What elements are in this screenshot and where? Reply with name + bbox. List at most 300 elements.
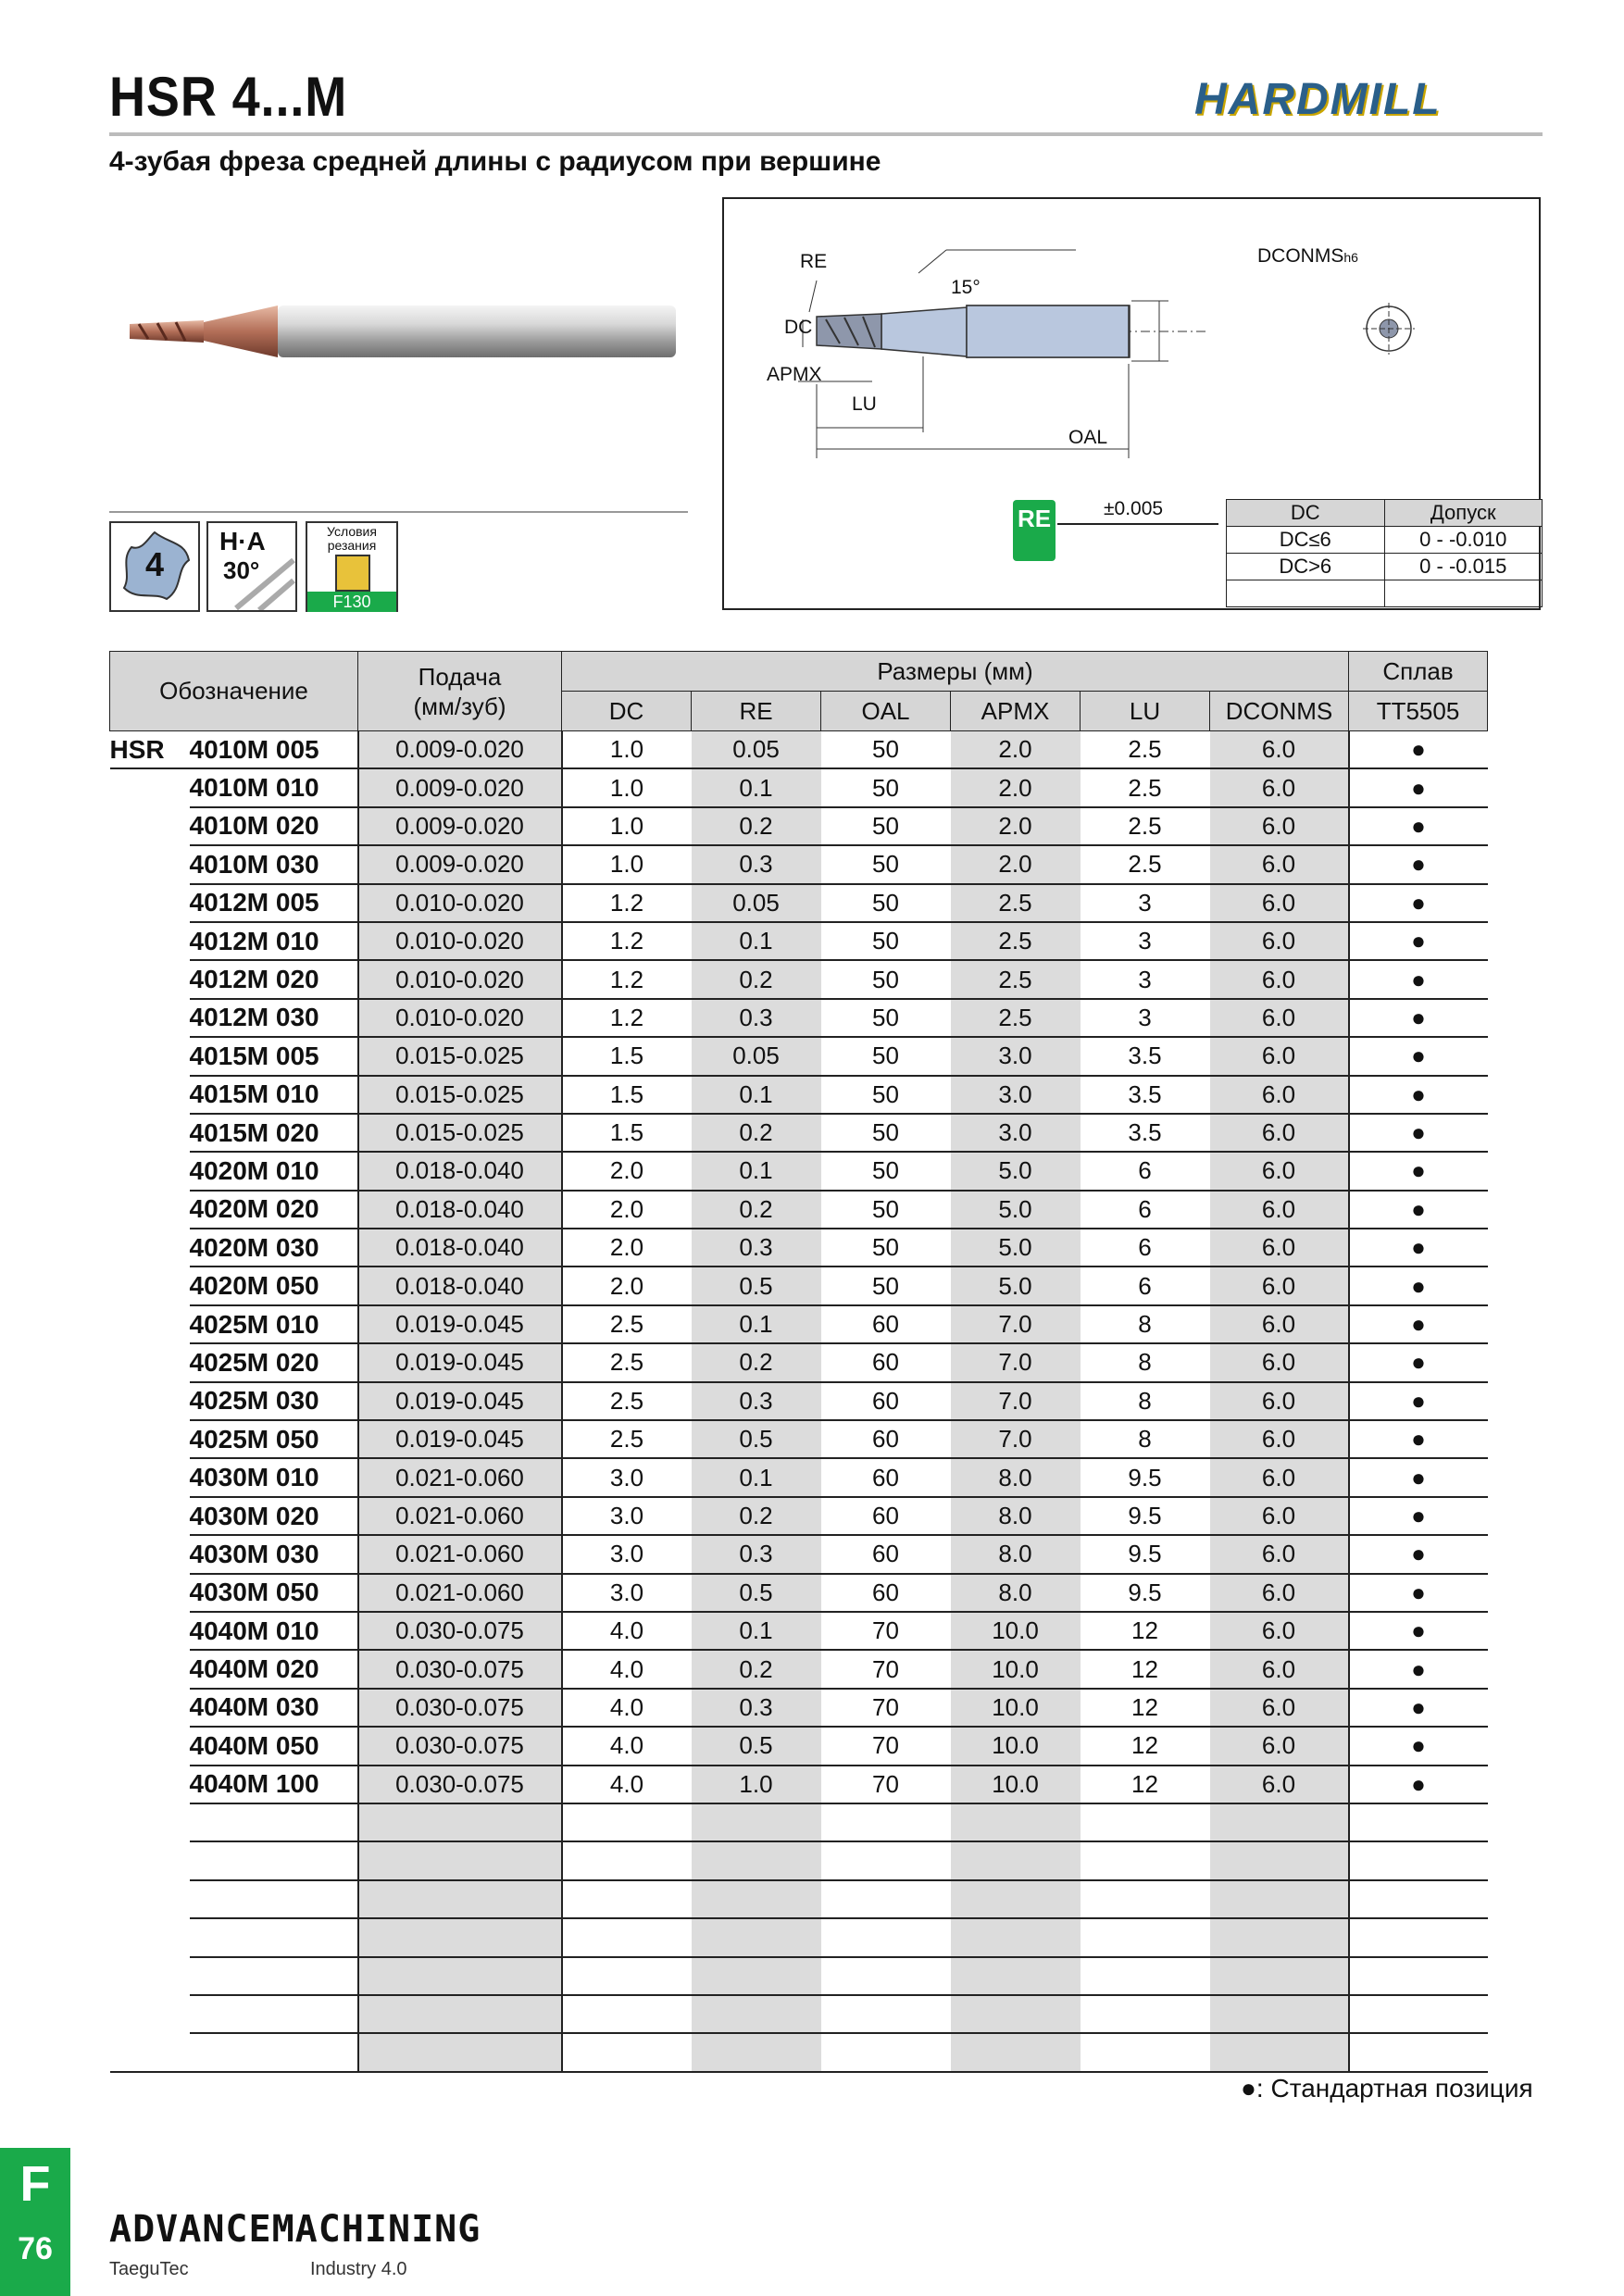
cell-availability: ● xyxy=(1349,1382,1488,1420)
cell-dc: 2.0 xyxy=(562,1267,692,1304)
cell-apmx: 2.5 xyxy=(951,999,1081,1037)
empty-cell xyxy=(1210,1995,1349,2033)
cell-apmx: 10.0 xyxy=(951,1612,1081,1650)
empty-cell xyxy=(1081,1841,1210,1879)
table-row xyxy=(110,731,1488,769)
cell-dc: 1.2 xyxy=(562,884,692,922)
cell-designation: 4015M 010 xyxy=(190,1076,358,1114)
dc-tol-cell: 0 - -0.010 xyxy=(1384,527,1543,554)
cell-availability: ● xyxy=(1349,1458,1488,1496)
cell-apmx: 2.0 xyxy=(951,845,1081,883)
table-body xyxy=(110,731,1488,2072)
empty-cell xyxy=(692,1880,821,1918)
cell-dconms: 6.0 xyxy=(1210,1650,1349,1688)
empty-cell xyxy=(1210,1803,1349,1841)
empty-cell xyxy=(1081,1995,1210,2033)
cell-dc: 1.5 xyxy=(562,1114,692,1152)
cell-availability: ● xyxy=(1349,999,1488,1037)
icon-divider xyxy=(109,511,688,513)
row-prefix xyxy=(110,1689,190,1727)
cell-feed: 0.019-0.045 xyxy=(358,1343,562,1381)
table-row xyxy=(110,884,1488,922)
row-prefix xyxy=(110,1612,190,1650)
cell-designation: 4012M 005 xyxy=(190,884,358,922)
cell-availability: ● xyxy=(1349,1114,1488,1152)
cell-designation: 4010M 020 xyxy=(190,807,358,845)
empty-cell xyxy=(1081,1957,1210,1995)
cell-re: 0.1 xyxy=(692,922,821,960)
cell-lu: 3 xyxy=(1081,922,1210,960)
empty-cell xyxy=(951,1803,1081,1841)
cell-designation: 4040M 100 xyxy=(190,1766,358,1803)
cell-lu: 9.5 xyxy=(1081,1535,1210,1573)
cell-oal: 50 xyxy=(821,1037,951,1075)
cell-dc: 4.0 xyxy=(562,1727,692,1765)
cell-re: 0.3 xyxy=(692,1689,821,1727)
product-table xyxy=(109,651,1488,2073)
cell-availability: ● xyxy=(1349,768,1488,806)
empty-cell xyxy=(821,1957,951,1995)
row-prefix xyxy=(110,768,190,806)
cell-availability: ● xyxy=(1349,1229,1488,1267)
table-row xyxy=(110,999,1488,1037)
cell-feed: 0.019-0.045 xyxy=(358,1382,562,1420)
cell-apmx: 2.5 xyxy=(951,884,1081,922)
cell-apmx: 2.0 xyxy=(951,731,1081,769)
cell-feed: 0.010-0.020 xyxy=(358,960,562,998)
re-tolerance: ±0.005 xyxy=(1104,498,1164,519)
empty-cell xyxy=(358,1803,562,1841)
cell-lu: 12 xyxy=(1081,1650,1210,1688)
cell-dc: 1.5 xyxy=(562,1076,692,1114)
cell-feed: 0.018-0.040 xyxy=(358,1152,562,1190)
cell-re: 0.3 xyxy=(692,1382,821,1420)
cell-availability: ● xyxy=(1349,845,1488,883)
cell-apmx: 3.0 xyxy=(951,1114,1081,1152)
cell-dc: 3.0 xyxy=(562,1574,692,1612)
cell-lu: 2.5 xyxy=(1081,768,1210,806)
cell-dc: 1.5 xyxy=(562,1037,692,1075)
header-designation: Обозначение xyxy=(110,652,358,731)
cell-re: 0.5 xyxy=(692,1267,821,1304)
cell-feed: 0.015-0.025 xyxy=(358,1037,562,1075)
dc-tol-cell: DC>6 xyxy=(1227,554,1385,580)
cell-lu: 3 xyxy=(1081,960,1210,998)
cell-feed: 0.021-0.060 xyxy=(358,1458,562,1496)
table-row-empty xyxy=(110,1841,1488,1879)
cell-oal: 70 xyxy=(821,1727,951,1765)
cell-availability: ● xyxy=(1349,1343,1488,1381)
cell-designation: 4025M 020 xyxy=(190,1343,358,1381)
cell-apmx: 7.0 xyxy=(951,1305,1081,1343)
dc-tolerance-table xyxy=(1226,499,1543,607)
empty-cell xyxy=(358,1957,562,1995)
cell-designation: 4040M 010 xyxy=(190,1612,358,1650)
empty-cell xyxy=(190,1880,358,1918)
table-row xyxy=(110,807,1488,845)
empty-cell xyxy=(1210,2033,1349,2071)
cell-designation: 4020M 030 xyxy=(190,1229,358,1267)
cell-feed: 0.010-0.020 xyxy=(358,922,562,960)
table-row xyxy=(110,1458,1488,1496)
table-row xyxy=(110,1267,1488,1304)
cell-oal: 50 xyxy=(821,731,951,769)
table-row-empty xyxy=(110,2033,1488,2071)
cell-dconms: 6.0 xyxy=(1210,1458,1349,1496)
cell-availability: ● xyxy=(1349,1076,1488,1114)
cell-oal: 60 xyxy=(821,1420,951,1458)
table-row-empty xyxy=(110,1880,1488,1918)
cell-oal: 50 xyxy=(821,1114,951,1152)
label-oal: OAL xyxy=(1068,427,1108,448)
helix-angle: 30° xyxy=(223,556,260,584)
empty-cell xyxy=(1349,2033,1488,2071)
label-dc: DC xyxy=(784,317,813,338)
cell-apmx: 2.0 xyxy=(951,768,1081,806)
empty-cell xyxy=(110,1803,190,1841)
cell-lu: 3.5 xyxy=(1081,1037,1210,1075)
cell-lu: 12 xyxy=(1081,1689,1210,1727)
cell-dconms: 6.0 xyxy=(1210,1727,1349,1765)
cell-feed: 0.030-0.075 xyxy=(358,1612,562,1650)
cutting-conditions-icon[interactable] xyxy=(306,521,398,612)
row-prefix xyxy=(110,1574,190,1612)
cell-re: 0.05 xyxy=(692,884,821,922)
cell-oal: 50 xyxy=(821,1076,951,1114)
cell-dconms: 6.0 xyxy=(1210,1152,1349,1190)
cell-re: 0.1 xyxy=(692,1305,821,1343)
empty-cell xyxy=(692,2033,821,2071)
cell-dconms: 6.0 xyxy=(1210,1420,1349,1458)
cell-dc: 1.0 xyxy=(562,768,692,806)
brand-logo: HARDMILL xyxy=(1194,75,1442,124)
cell-designation: 4012M 010 xyxy=(190,922,358,960)
cell-re: 1.0 xyxy=(692,1766,821,1803)
flutes-count: 4 xyxy=(144,545,165,583)
re-tolerance-line xyxy=(1057,523,1218,525)
cell-apmx: 8.0 xyxy=(951,1497,1081,1535)
row-prefix xyxy=(110,1037,190,1075)
empty-cell xyxy=(1210,1880,1349,1918)
cell-feed: 0.030-0.075 xyxy=(358,1650,562,1688)
cell-feed: 0.030-0.075 xyxy=(358,1727,562,1765)
cell-apmx: 7.0 xyxy=(951,1382,1081,1420)
empty-cell xyxy=(562,1995,692,2033)
table-row xyxy=(110,1114,1488,1152)
empty-cell xyxy=(821,1880,951,1918)
empty-cell xyxy=(190,1803,358,1841)
table-row xyxy=(110,1229,1488,1267)
empty-cell xyxy=(821,1841,951,1879)
cell-availability: ● xyxy=(1349,1497,1488,1535)
table-row xyxy=(110,1076,1488,1114)
cell-dconms: 6.0 xyxy=(1210,884,1349,922)
empty-cell xyxy=(562,1803,692,1841)
cell-feed: 0.010-0.020 xyxy=(358,999,562,1037)
cell-oal: 60 xyxy=(821,1535,951,1573)
empty-cell xyxy=(821,2033,951,2071)
row-prefix xyxy=(110,1076,190,1114)
empty-cell xyxy=(358,1918,562,1956)
empty-cell xyxy=(821,1995,951,2033)
cell-availability: ● xyxy=(1349,731,1488,769)
cell-dconms: 6.0 xyxy=(1210,960,1349,998)
cell-oal: 50 xyxy=(821,1152,951,1190)
cell-re: 0.1 xyxy=(692,768,821,806)
cell-lu: 12 xyxy=(1081,1612,1210,1650)
header-dc: DC xyxy=(562,692,692,731)
section-tab xyxy=(0,2148,70,2296)
cell-lu: 9.5 xyxy=(1081,1574,1210,1612)
table-row xyxy=(110,1382,1488,1420)
cell-designation: 4030M 010 xyxy=(190,1458,358,1496)
cell-availability: ● xyxy=(1349,807,1488,845)
cell-oal: 50 xyxy=(821,1267,951,1304)
cell-lu: 12 xyxy=(1081,1766,1210,1803)
cell-feed: 0.009-0.020 xyxy=(358,845,562,883)
cell-dc: 4.0 xyxy=(562,1612,692,1650)
cell-feed: 0.018-0.040 xyxy=(358,1191,562,1229)
conditions-label: Условия резания xyxy=(327,524,377,553)
row-prefix xyxy=(110,1458,190,1496)
cell-feed: 0.019-0.045 xyxy=(358,1420,562,1458)
dc-tol-cell: 0 - -0.015 xyxy=(1384,554,1543,580)
table-row-empty xyxy=(110,1803,1488,1841)
empty-cell xyxy=(190,1918,358,1956)
cell-apmx: 2.0 xyxy=(951,807,1081,845)
cell-feed: 0.021-0.060 xyxy=(358,1497,562,1535)
cell-dconms: 6.0 xyxy=(1210,1191,1349,1229)
cell-feed: 0.015-0.025 xyxy=(358,1114,562,1152)
cell-re: 0.5 xyxy=(692,1420,821,1458)
empty-cell xyxy=(692,1957,821,1995)
cell-lu: 8 xyxy=(1081,1420,1210,1458)
cell-dc: 4.0 xyxy=(562,1650,692,1688)
cell-designation: 4025M 050 xyxy=(190,1420,358,1458)
cell-apmx: 10.0 xyxy=(951,1727,1081,1765)
helix-label: H·A xyxy=(219,527,266,555)
row-prefix xyxy=(110,1535,190,1573)
page-title: HSR 4...M xyxy=(109,66,348,128)
empty-cell xyxy=(1081,1803,1210,1841)
table-row xyxy=(110,1612,1488,1650)
empty-cell xyxy=(110,1880,190,1918)
cell-designation: 4015M 005 xyxy=(190,1037,358,1075)
empty-cell xyxy=(951,1918,1081,1956)
cell-oal: 50 xyxy=(821,1229,951,1267)
cell-designation: 4040M 030 xyxy=(190,1689,358,1727)
header-feed: Подача (мм/зуб) xyxy=(358,652,562,731)
cell-designation: 4010M 005 xyxy=(190,731,358,769)
header-apmx: APMX xyxy=(951,692,1081,731)
cell-lu: 6 xyxy=(1081,1191,1210,1229)
row-prefix xyxy=(110,1727,190,1765)
cell-apmx: 2.5 xyxy=(951,922,1081,960)
header-dimensions: Размеры (мм) xyxy=(562,652,1349,692)
cell-feed: 0.015-0.025 xyxy=(358,1076,562,1114)
cell-availability: ● xyxy=(1349,1727,1488,1765)
header-tt5505: TT5505 xyxy=(1349,692,1488,731)
cell-dconms: 6.0 xyxy=(1210,1766,1349,1803)
table-row xyxy=(110,1343,1488,1381)
empty-cell xyxy=(562,1841,692,1879)
dc-tol-cell xyxy=(1384,580,1543,607)
cell-re: 0.2 xyxy=(692,1114,821,1152)
cell-re: 0.2 xyxy=(692,1343,821,1381)
flutes-icon xyxy=(109,521,200,612)
cell-re: 0.1 xyxy=(692,1612,821,1650)
cell-dconms: 6.0 xyxy=(1210,845,1349,883)
re-badge: RE xyxy=(1013,500,1056,561)
cell-lu: 9.5 xyxy=(1081,1458,1210,1496)
table-row xyxy=(110,1535,1488,1573)
header-oal: OAL xyxy=(821,692,951,731)
label-angle: 15° xyxy=(951,277,981,298)
label-re: RE xyxy=(800,251,828,272)
cell-dc: 3.0 xyxy=(562,1497,692,1535)
empty-cell xyxy=(562,2033,692,2071)
cell-lu: 8 xyxy=(1081,1343,1210,1381)
cell-feed: 0.009-0.020 xyxy=(358,768,562,806)
cell-dc: 1.2 xyxy=(562,922,692,960)
table-row xyxy=(110,768,1488,806)
empty-cell xyxy=(110,1841,190,1879)
book-icon xyxy=(335,555,370,592)
cell-feed: 0.018-0.040 xyxy=(358,1229,562,1267)
page-number: 76 xyxy=(18,2231,53,2266)
cell-dconms: 6.0 xyxy=(1210,1574,1349,1612)
empty-cell xyxy=(951,1995,1081,2033)
cell-dc: 2.0 xyxy=(562,1152,692,1190)
cell-apmx: 7.0 xyxy=(951,1420,1081,1458)
cell-feed: 0.021-0.060 xyxy=(358,1574,562,1612)
cell-oal: 60 xyxy=(821,1574,951,1612)
empty-cell xyxy=(951,2033,1081,2071)
empty-cell xyxy=(821,1803,951,1841)
cell-re: 0.2 xyxy=(692,1191,821,1229)
empty-cell xyxy=(1081,1880,1210,1918)
footer-logo: ADVANCEMACHINING xyxy=(109,2208,481,2251)
cell-lu: 6 xyxy=(1081,1267,1210,1304)
cell-feed: 0.019-0.045 xyxy=(358,1305,562,1343)
cell-designation: 4020M 050 xyxy=(190,1267,358,1304)
cell-dc: 3.0 xyxy=(562,1458,692,1496)
footer-company: TaeguTec xyxy=(109,2259,189,2279)
cell-dconms: 6.0 xyxy=(1210,1612,1349,1650)
cell-oal: 50 xyxy=(821,922,951,960)
empty-cell xyxy=(110,1995,190,2033)
empty-cell xyxy=(692,1995,821,2033)
empty-cell xyxy=(190,1995,358,2033)
cell-dconms: 6.0 xyxy=(1210,1037,1349,1075)
cell-availability: ● xyxy=(1349,1191,1488,1229)
cell-dconms: 6.0 xyxy=(1210,807,1349,845)
cell-lu: 6 xyxy=(1081,1152,1210,1190)
cell-designation: 4020M 020 xyxy=(190,1191,358,1229)
cell-apmx: 2.5 xyxy=(951,960,1081,998)
table-row xyxy=(110,1037,1488,1075)
cell-dc: 1.2 xyxy=(562,999,692,1037)
cell-re: 0.2 xyxy=(692,960,821,998)
table-row-empty xyxy=(110,1995,1488,2033)
cell-lu: 8 xyxy=(1081,1382,1210,1420)
cell-dc: 2.5 xyxy=(562,1382,692,1420)
table-row xyxy=(110,1497,1488,1535)
legend-standard-position: ●: Стандартная позиция xyxy=(1241,2074,1533,2103)
row-prefix xyxy=(110,999,190,1037)
empty-cell xyxy=(692,1918,821,1956)
cell-oal: 70 xyxy=(821,1650,951,1688)
cell-apmx: 10.0 xyxy=(951,1689,1081,1727)
table-row xyxy=(110,1574,1488,1612)
cell-apmx: 3.0 xyxy=(951,1076,1081,1114)
cell-oal: 50 xyxy=(821,884,951,922)
dc-tol-header-dc: DC xyxy=(1227,500,1385,527)
cell-lu: 9.5 xyxy=(1081,1497,1210,1535)
table-row xyxy=(110,1689,1488,1727)
cell-apmx: 8.0 xyxy=(951,1535,1081,1573)
cell-apmx: 10.0 xyxy=(951,1650,1081,1688)
dimension-schematic xyxy=(722,197,1541,610)
cell-lu: 3 xyxy=(1081,884,1210,922)
cell-re: 0.2 xyxy=(692,807,821,845)
cell-designation: 4040M 050 xyxy=(190,1727,358,1765)
cell-availability: ● xyxy=(1349,1650,1488,1688)
empty-cell xyxy=(1349,1957,1488,1995)
cell-feed: 0.018-0.040 xyxy=(358,1267,562,1304)
empty-cell xyxy=(821,1918,951,1956)
cell-lu: 3.5 xyxy=(1081,1114,1210,1152)
cell-dc: 2.5 xyxy=(562,1420,692,1458)
table-row xyxy=(110,1305,1488,1343)
section-letter: F xyxy=(19,2156,51,2212)
cell-dc: 4.0 xyxy=(562,1689,692,1727)
cell-oal: 50 xyxy=(821,807,951,845)
cell-designation: 4040M 020 xyxy=(190,1650,358,1688)
cell-lu: 8 xyxy=(1081,1305,1210,1343)
row-prefix xyxy=(110,1229,190,1267)
empty-cell xyxy=(562,1957,692,1995)
cell-oal: 60 xyxy=(821,1382,951,1420)
cell-dconms: 6.0 xyxy=(1210,999,1349,1037)
cell-availability: ● xyxy=(1349,1689,1488,1727)
cell-dc: 1.0 xyxy=(562,807,692,845)
cell-availability: ● xyxy=(1349,1305,1488,1343)
conditions-ref: F130 xyxy=(307,592,396,612)
empty-cell xyxy=(562,1918,692,1956)
cell-availability: ● xyxy=(1349,922,1488,960)
cell-lu: 3.5 xyxy=(1081,1076,1210,1114)
cell-oal: 60 xyxy=(821,1497,951,1535)
cell-designation: 4030M 050 xyxy=(190,1574,358,1612)
cell-dc: 2.0 xyxy=(562,1229,692,1267)
table-row-empty xyxy=(110,1918,1488,1956)
empty-cell xyxy=(692,1803,821,1841)
cell-availability: ● xyxy=(1349,1037,1488,1075)
cell-oal: 60 xyxy=(821,1305,951,1343)
cell-re: 0.1 xyxy=(692,1458,821,1496)
cell-availability: ● xyxy=(1349,1574,1488,1612)
cell-designation: 4030M 030 xyxy=(190,1535,358,1573)
cell-availability: ● xyxy=(1349,1152,1488,1190)
cell-designation: 4010M 010 xyxy=(190,768,358,806)
cell-oal: 60 xyxy=(821,1343,951,1381)
row-prefix xyxy=(110,1114,190,1152)
table-row xyxy=(110,922,1488,960)
empty-cell xyxy=(951,1880,1081,1918)
row-prefix xyxy=(110,1650,190,1688)
page-subtitle: 4-зубая фреза средней длины с радиусом при вершине xyxy=(109,146,881,177)
